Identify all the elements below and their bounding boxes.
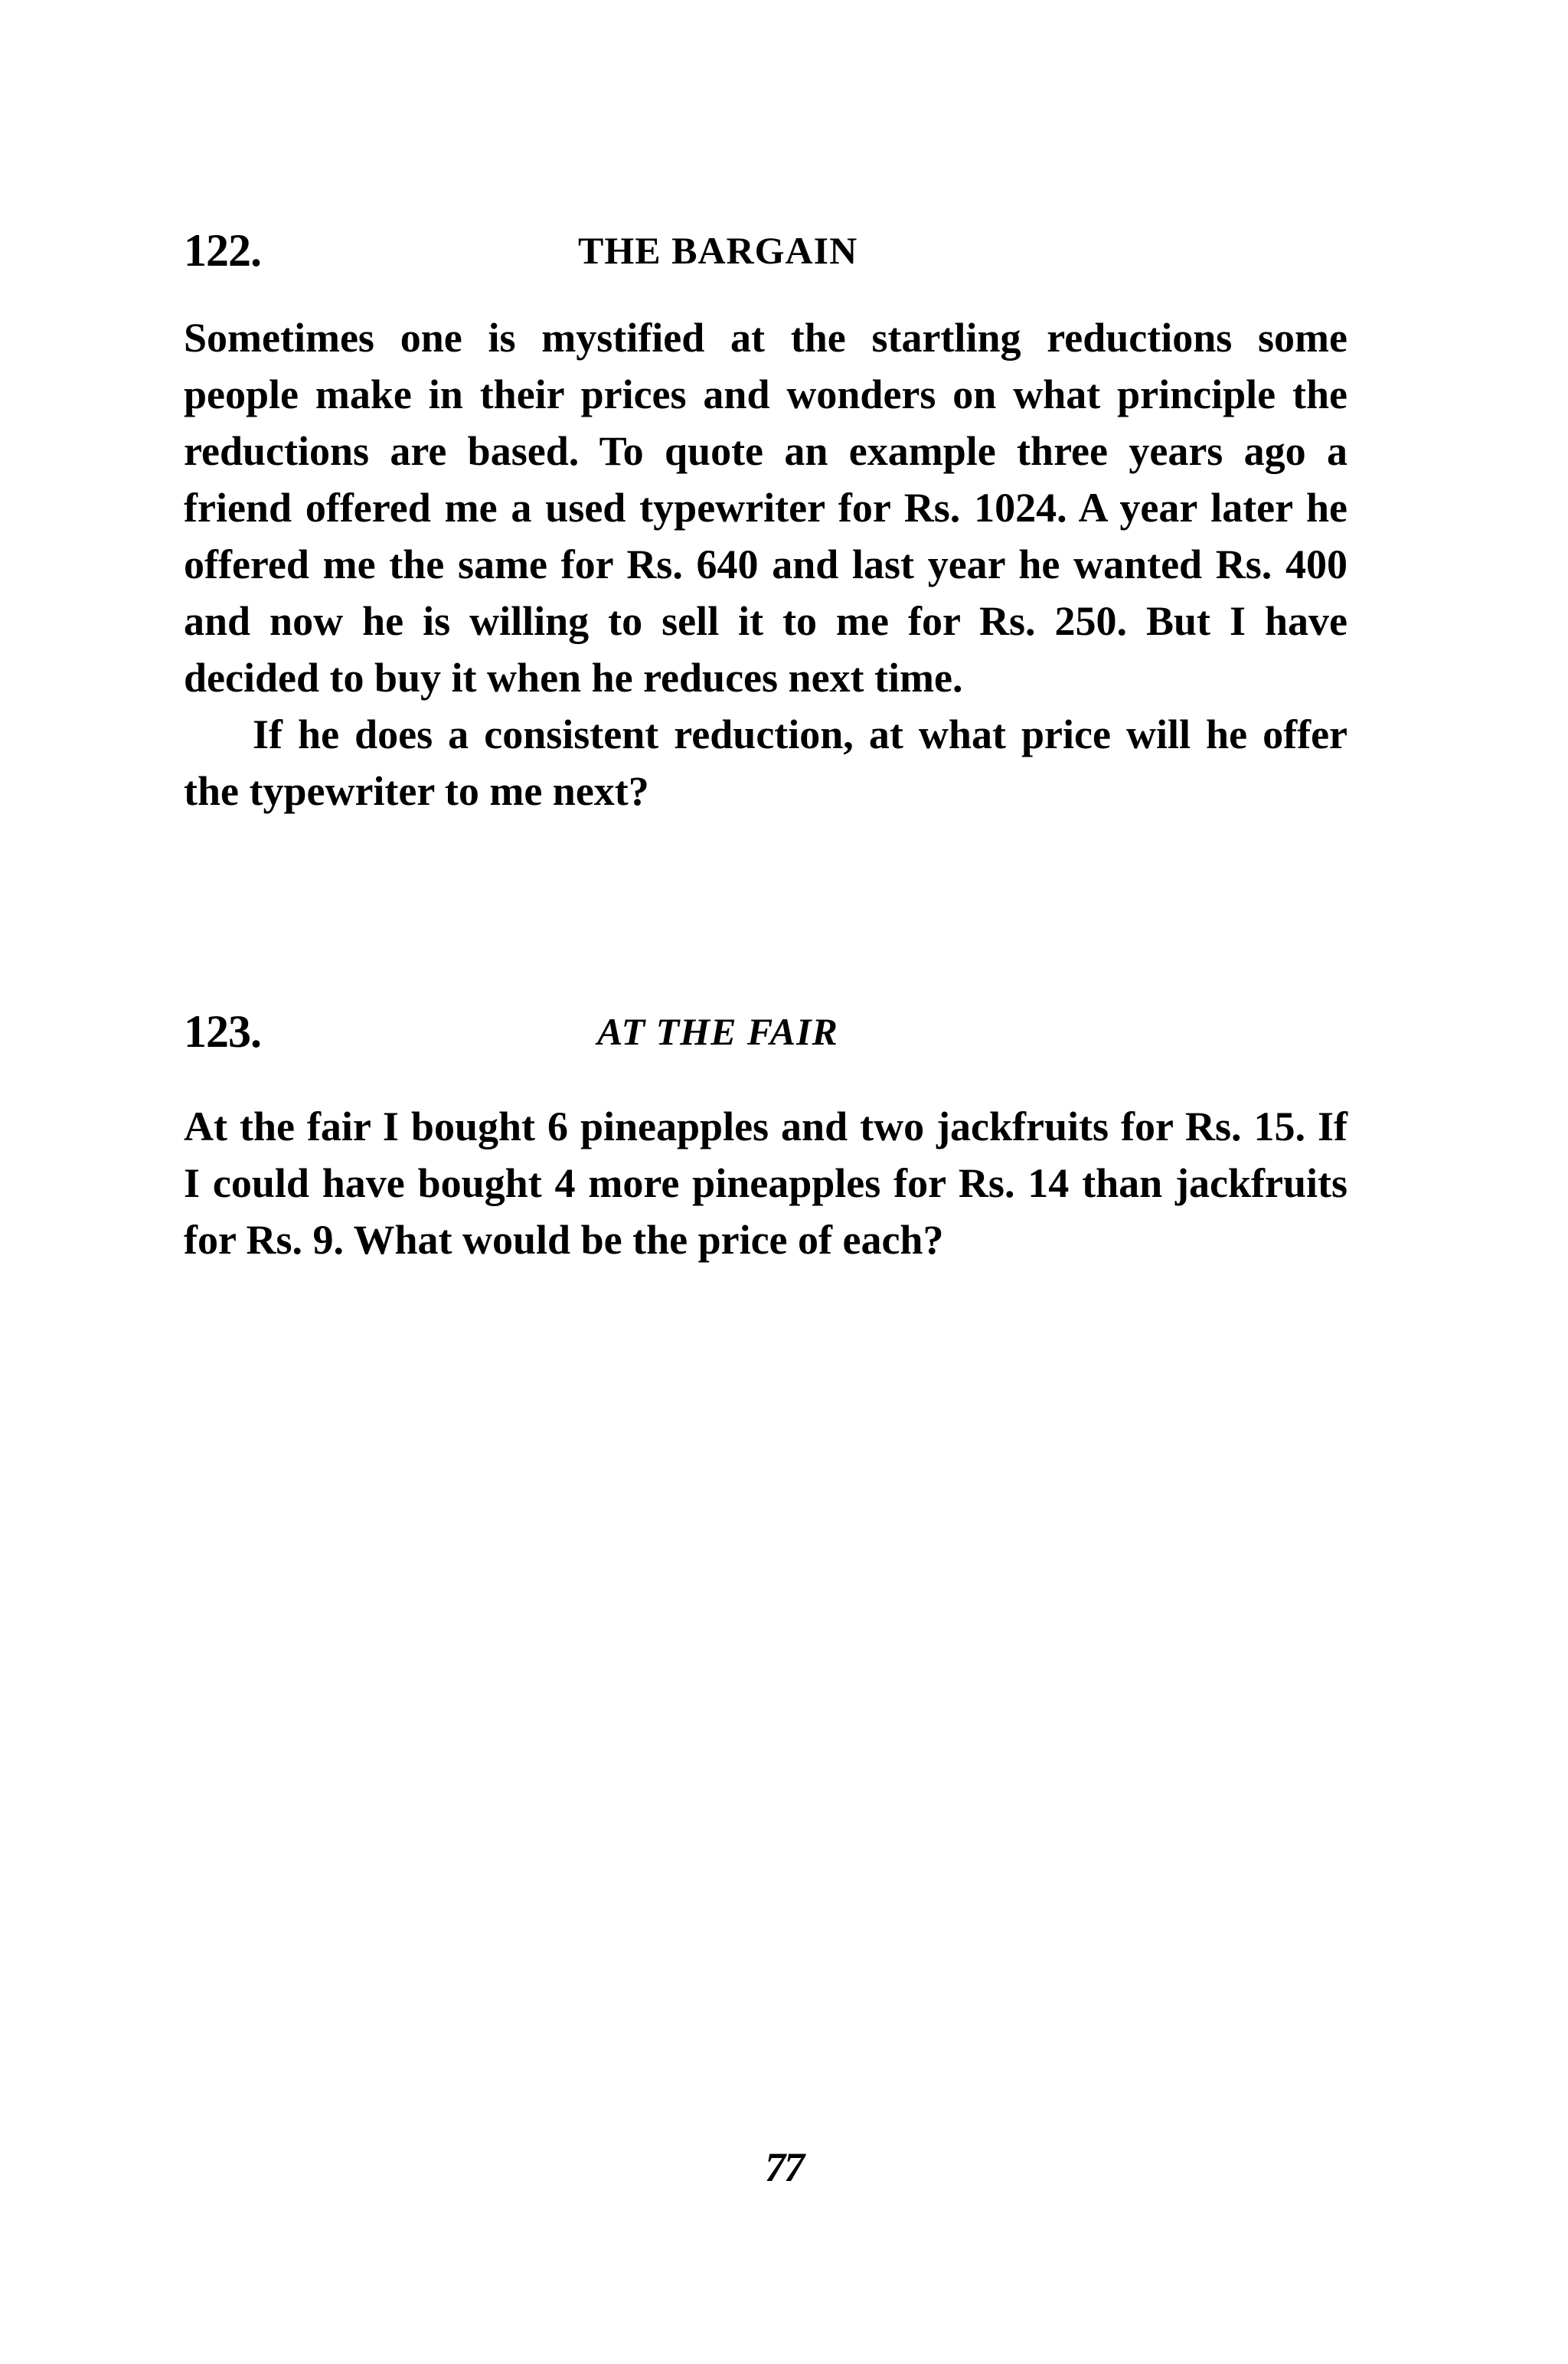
puzzle-text: Sometimes one is mystified at the startling reductions some people make in their prices and wonders on what principle the reductions are based. To quote an example three years ago a friend offered me a used typewriter for Rs. 1024. A year later he offered me the same for Rs. 640 and last year he wanted Rs. 400 and now he is willing to sell it to me for Rs. 250. But I have decided to buy it when he reduces next time.: [184, 315, 1348, 701]
puzzle-title: THE BARGAIN: [578, 229, 858, 272]
puzzle-text: At the fair I bought 6 pineapples and two jackfruits for Rs. 15. If I could have bought 4 more pineapples for Rs. 14 than jackfruits for Rs. 9. What would be the price of each?: [184, 1104, 1348, 1263]
puzzle-title: AT THE FAIR: [597, 1010, 838, 1053]
puzzle-122: [184, 216, 1348, 819]
puzzle-number: 123.: [184, 1006, 261, 1057]
puzzle-heading: [184, 216, 1348, 285]
puzzle-number: 122.: [184, 225, 261, 276]
puzzle-question: If he does a consistent reduction, at what price will he offer the typewriter to me next?: [184, 711, 1348, 814]
puzzle-123: [184, 997, 1348, 1268]
page-number: 77: [765, 2144, 803, 2190]
puzzle-heading: [184, 997, 1348, 1066]
